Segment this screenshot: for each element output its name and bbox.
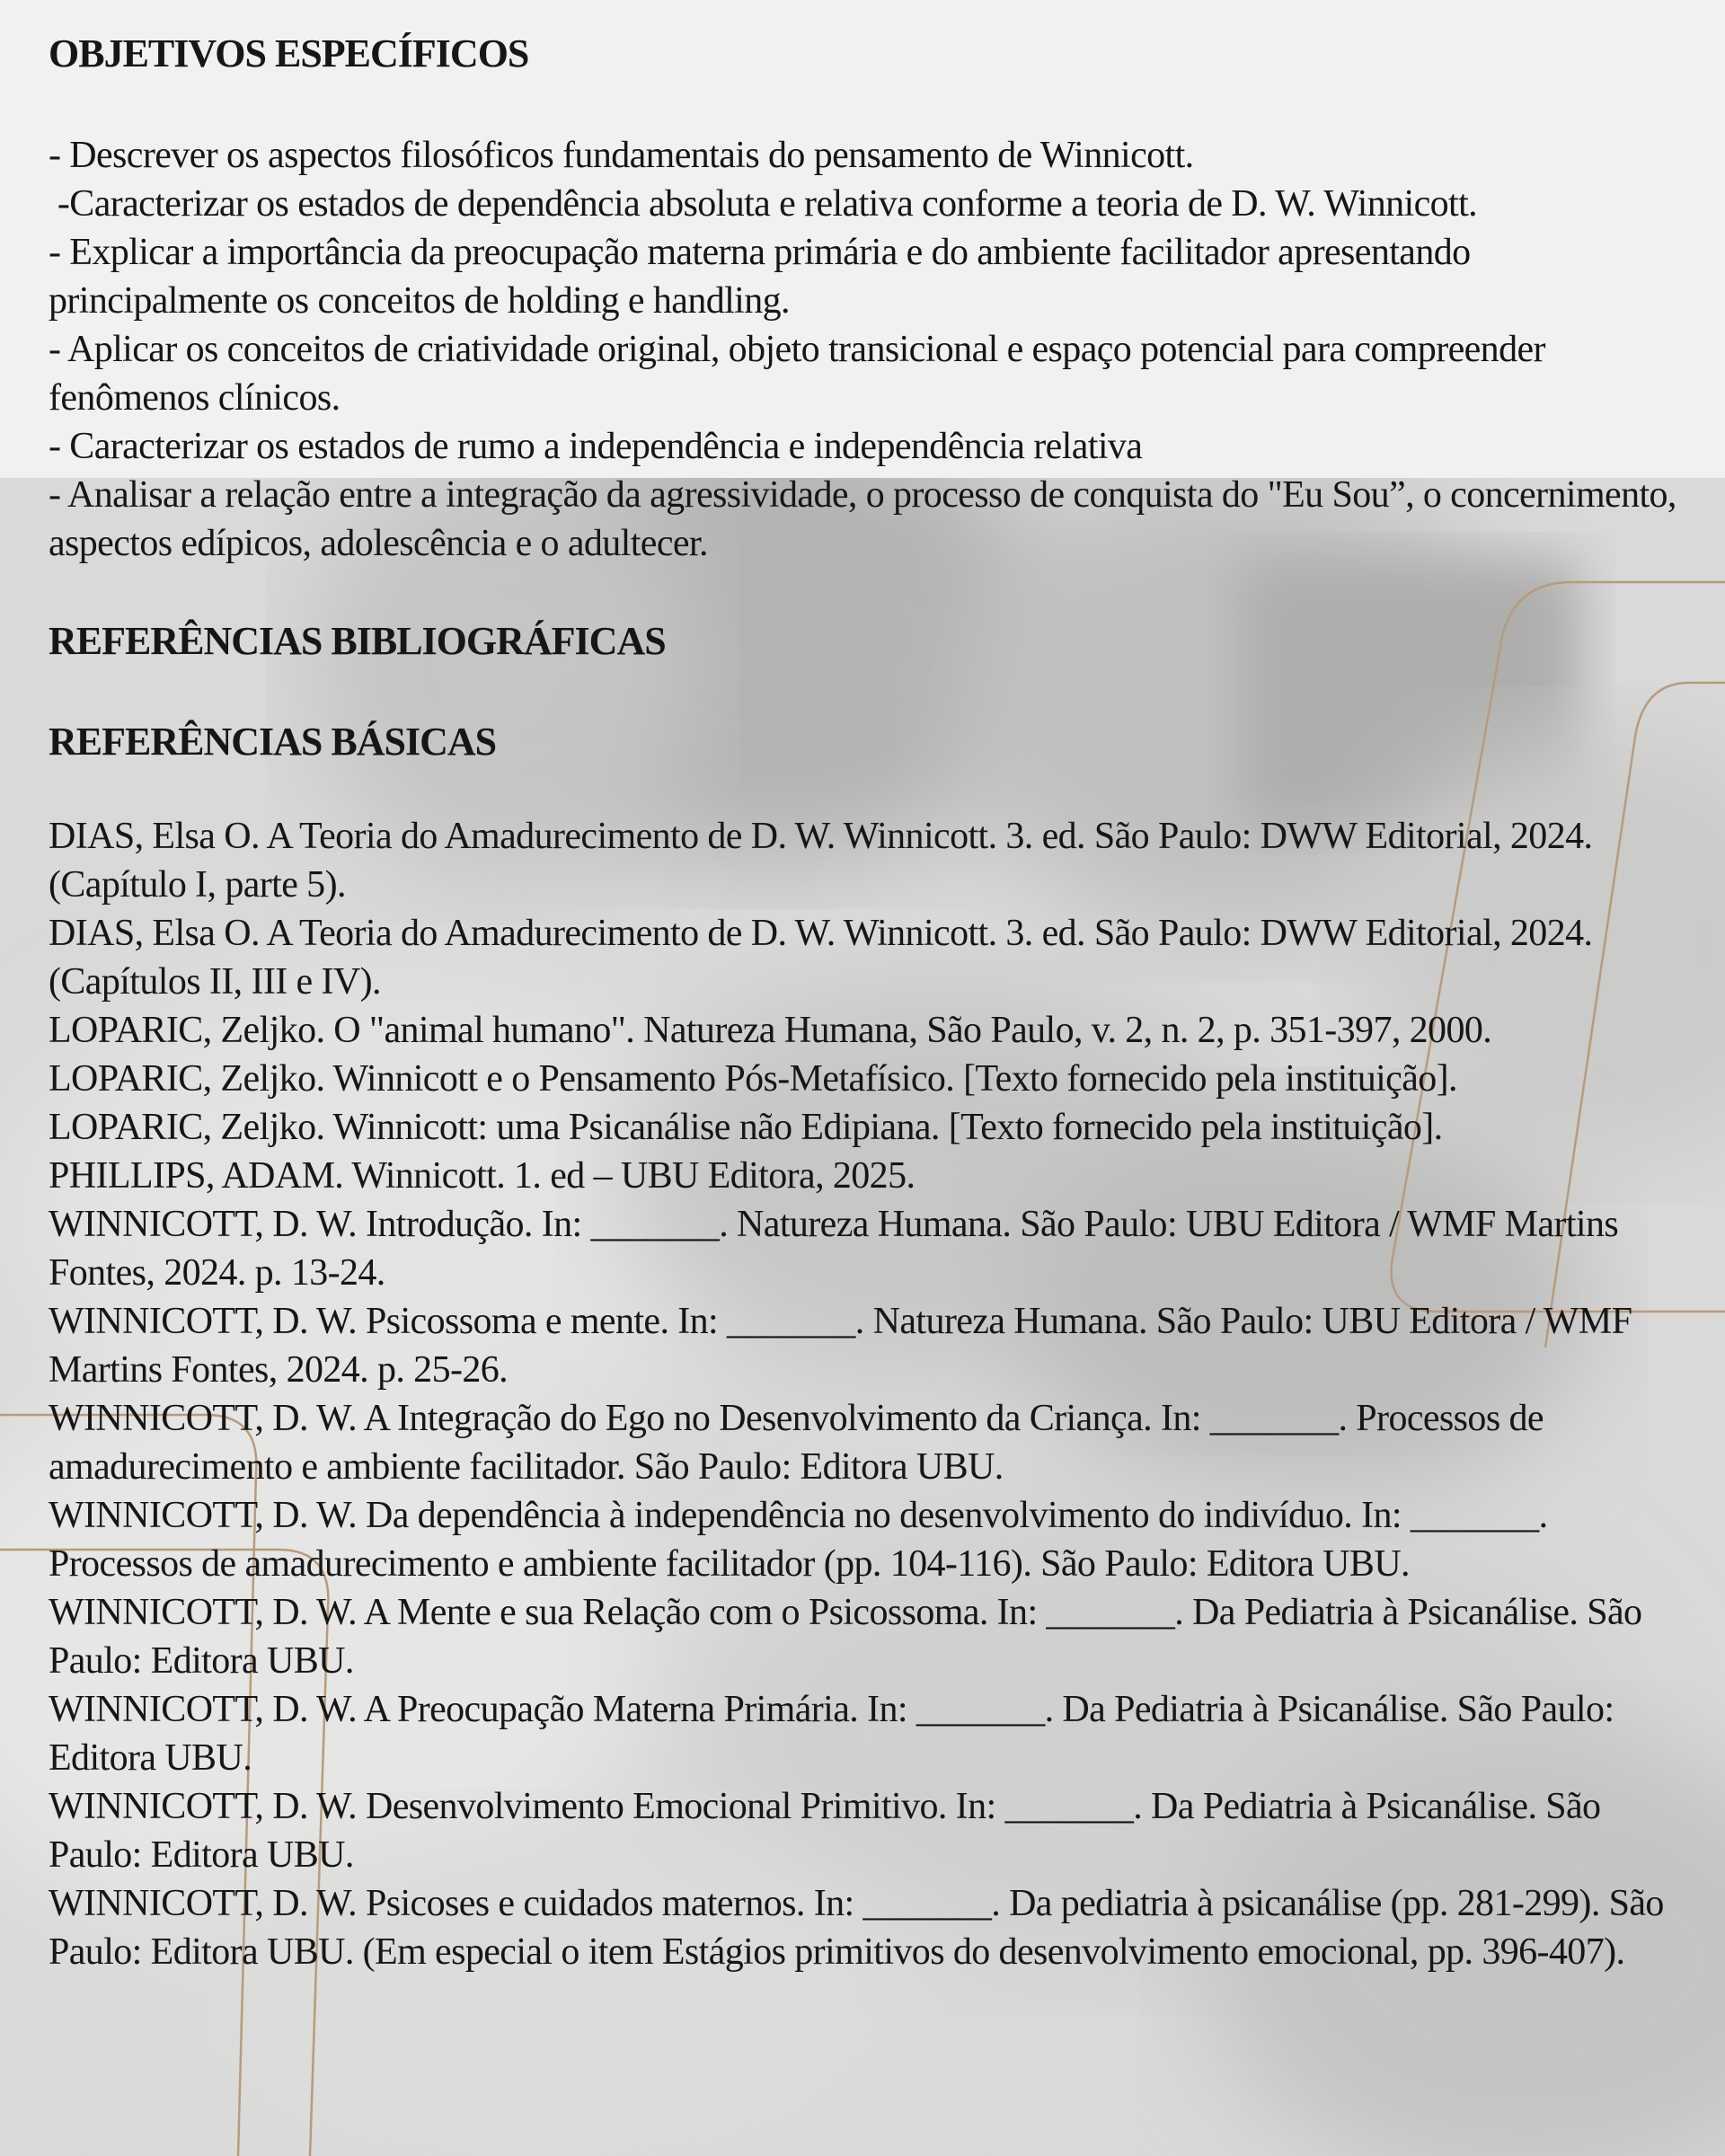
objective-item: - Analisar a relação entre a integração da agressividade, o processo de conquista do "Eu Sou”, o concernimento, aspectos edípicos, adolescência e o adultecer. — [49, 474, 1676, 564]
reference-item: WINNICOTT, D. W. Psicoses e cuidados maternos. In: _______. Da pediatria à psicanálise (pp. 281-299). São Paulo: Editora UBU. (Em especial o item Estágios primitivos do desenvolvimento emocional, pp. 396-407). — [49, 1883, 1664, 1973]
reference-item: DIAS, Elsa O. A Teoria do Amadurecimento de D. W. Winnicott. 3. ed. São Paulo: DWW Editorial, 2024. (Capítulos II, III e IV). — [49, 913, 1593, 1003]
reference-item: WINNICOTT, D. W. Introdução. In: _______. Natureza Humana. São Paulo: UBU Editora / WMF Martins Fontes, 2024. p. 13-24. — [49, 1204, 1619, 1294]
references-list — [49, 812, 1684, 1976]
references-title: REFERÊNCIAS BIBLIOGRÁFICAS — [49, 619, 666, 663]
reference-item: WINNICOTT, D. W. Desenvolvimento Emocional Primitivo. In: _______. Da Pediatria à Psicanálise. São Paulo: Editora UBU. — [49, 1786, 1601, 1876]
objectives-list — [49, 131, 1684, 568]
reference-item: WINNICOTT, D. W. A Preocupação Materna Primária. In: _______. Da Pediatria à Psicanálise. São Paulo: Editora UBU. — [49, 1689, 1614, 1779]
reference-item: LOPARIC, Zeljko. O "animal humano". Natureza Humana, São Paulo, v. 2, n. 2, p. 351-397, 2000. — [49, 1010, 1492, 1051]
reference-item: WINNICOTT, D. W. Da dependência à independência no desenvolvimento do indivíduo. In: _______. Processos de amadurecimento e ambiente facilitador (pp. 104-116). São Paulo: Editora UBU. — [49, 1495, 1548, 1585]
objective-item: - Descrever os aspectos filosóficos fundamentais do pensamento de Winnicott. — [49, 135, 1194, 176]
objective-item: - Caracterizar os estados de rumo a independência e independência relativa — [49, 426, 1143, 467]
reference-item: WINNICOTT, D. W. A Mente e sua Relação com o Psicossoma. In: _______. Da Pediatria à Psicanálise. São Paulo: Editora UBU. — [49, 1592, 1642, 1682]
objective-item: - Explicar a importância da preocupação materna primária e do ambiente facilitador apresentando principalmente os conceitos de holding e handling. — [49, 232, 1471, 322]
basic-references-title: REFERÊNCIAS BÁSICAS — [49, 720, 497, 764]
objectives-title: OBJETIVOS ESPECÍFICOS — [49, 31, 529, 75]
reference-item: LOPARIC, Zeljko. Winnicott: uma Psicanálise não Edipiana. [Texto fornecido pela instituição]. — [49, 1107, 1443, 1148]
objective-item: - Aplicar os conceitos de criatividade original, objeto transicional e espaço potencial para compreender fenômenos clínicos. — [49, 329, 1545, 419]
reference-item: DIAS, Elsa O. A Teoria do Amadurecimento de D. W. Winnicott. 3. ed. São Paulo: DWW Editorial, 2024. (Capítulo I, parte 5). — [49, 816, 1593, 906]
document-content — [49, 29, 1684, 1976]
reference-item: LOPARIC, Zeljko. Winnicott e o Pensamento Pós-Metafísico. [Texto fornecido pela instituição]. — [49, 1058, 1457, 1100]
reference-item: WINNICOTT, D. W. Psicossoma e mente. In: _______. Natureza Humana. São Paulo: UBU Editora / WMF Martins Fontes, 2024. p. 25-26. — [49, 1301, 1632, 1391]
reference-item: PHILLIPS, ADAM. Winnicott. 1. ed – UBU Editora, 2025. — [49, 1155, 916, 1197]
objective-item: -Caracterizar os estados de dependência absoluta e relativa conforme a teoria de D. W. Winnicott. — [49, 183, 1478, 225]
reference-item: WINNICOTT, D. W. A Integração do Ego no Desenvolvimento da Criança. In: _______. Processos de amadurecimento e ambiente facilitador. São Paulo: Editora UBU. — [49, 1398, 1544, 1488]
